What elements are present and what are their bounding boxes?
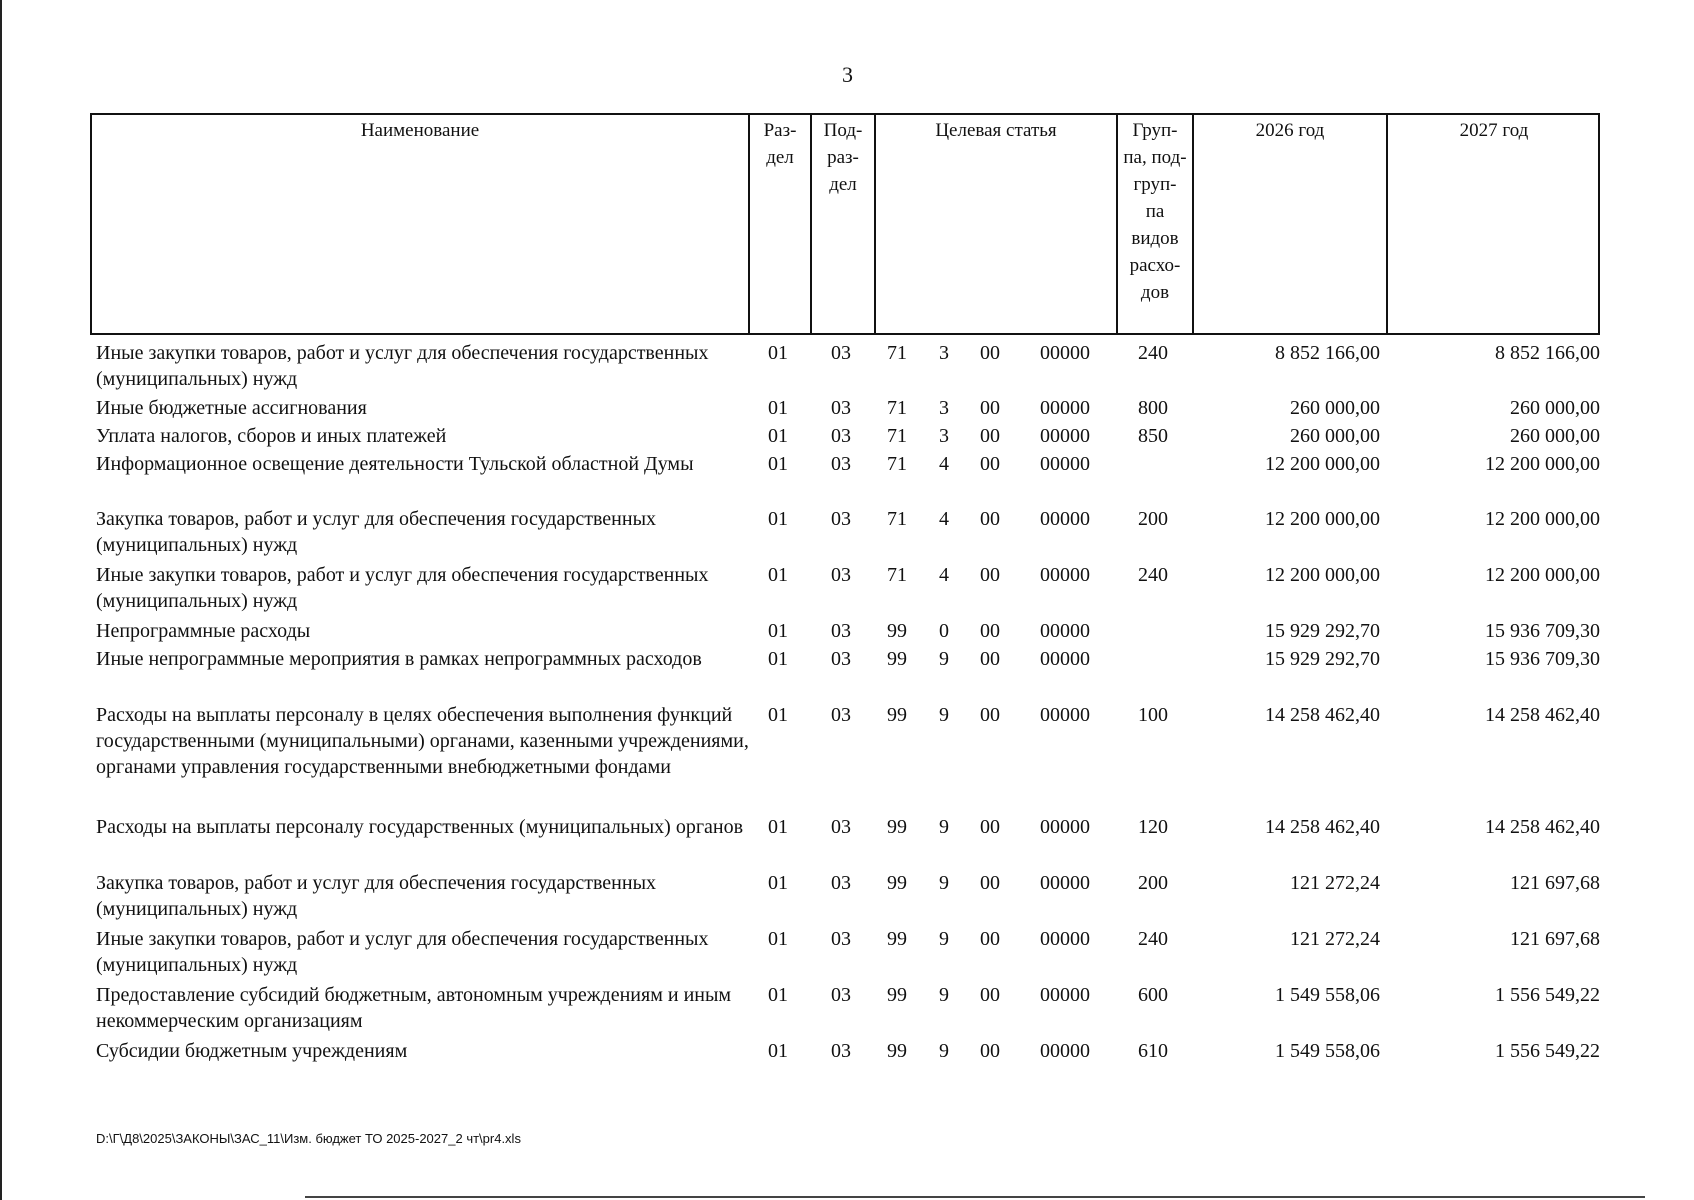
row-amount-2027: 12 200 000,00 <box>1485 508 1600 530</box>
header-podrazdel-line: раз- <box>827 147 859 168</box>
row-cs-program: 99 <box>887 1040 907 1062</box>
row-cs-type: 9 <box>939 704 949 726</box>
row-vr: 610 <box>1138 1040 1168 1062</box>
header-name-text: Наименование <box>360 120 480 141</box>
header-podrazdel-line: дел <box>829 174 857 195</box>
row-vr: 100 <box>1138 704 1168 726</box>
header-razdel <box>750 117 810 171</box>
row-amount-2027: 8 852 166,00 <box>1495 342 1600 364</box>
row-cs-program: 99 <box>887 620 907 642</box>
row-vr: 600 <box>1138 984 1168 1006</box>
row-vr: 850 <box>1138 425 1168 447</box>
row-cs-program: 99 <box>887 648 907 670</box>
header-gruppa-line: Груп- <box>1132 120 1178 141</box>
row-razdel: 01 <box>768 508 788 530</box>
row-cs-type: 3 <box>939 342 949 364</box>
row-cs-program: 99 <box>887 984 907 1006</box>
row-cs-direction: 00000 <box>1040 508 1090 530</box>
row-podrazdel: 03 <box>831 1040 851 1062</box>
header-gruppa-line: дов <box>1140 282 1170 303</box>
row-name: Иные бюджетные ассигнования <box>96 397 367 419</box>
row-name: Непрограммные расходы <box>96 620 311 642</box>
row-razdel: 01 <box>768 704 788 726</box>
row-amount-2027: 1 556 549,22 <box>1495 984 1600 1006</box>
header-2026 <box>1194 117 1386 144</box>
row-cs-direction: 00000 <box>1040 984 1090 1006</box>
row-cs-program: 71 <box>887 425 907 447</box>
row-name: Расходы на выплаты персоналу в целях обеспечения выполнения функций государственными (муниципальными) органами, казенными учреждениями, органами управления государственными внебюджетными фондами <box>96 704 749 778</box>
row-amount-2027: 14 258 462,40 <box>1485 704 1600 726</box>
header-podrazdel-line: Под- <box>823 120 863 141</box>
row-cs-type: 9 <box>939 872 949 894</box>
row-cs-type: 3 <box>939 397 949 419</box>
row-vr: 200 <box>1138 508 1168 530</box>
row-cs-program: 99 <box>887 872 907 894</box>
header-celevaya-text: Целевая статья <box>935 120 1057 141</box>
row-amount-2026: 1 549 558,06 <box>1275 984 1380 1006</box>
header-gruppa-line: груп- <box>1133 174 1177 195</box>
row-name: Расходы на выплаты персоналу государственных (муниципальных) органов <box>96 816 744 838</box>
row-name: Субсидии бюджетным учреждениям <box>96 1040 408 1062</box>
row-podrazdel: 03 <box>831 397 851 419</box>
row-amount-2026: 12 200 000,00 <box>1265 564 1380 586</box>
row-amount-2026: 14 258 462,40 <box>1265 704 1380 726</box>
row-cs-subprogram: 00 <box>980 342 1000 364</box>
row-podrazdel: 03 <box>831 620 851 642</box>
table-header <box>90 113 1600 335</box>
header-razdel-line: Раз- <box>763 120 797 141</box>
row-cs-type: 9 <box>939 1040 949 1062</box>
row-amount-2026: 12 200 000,00 <box>1265 453 1380 475</box>
row-cs-direction: 00000 <box>1040 648 1090 670</box>
row-razdel: 01 <box>768 453 788 475</box>
scan-edge-bottom <box>305 1196 1645 1198</box>
header-celevaya <box>876 117 1116 144</box>
row-razdel: 01 <box>768 397 788 419</box>
row-cs-direction: 00000 <box>1040 425 1090 447</box>
row-amount-2026: 121 272,24 <box>1290 872 1380 894</box>
header-2026-text: 2026 год <box>1255 120 1325 141</box>
row-amount-2026: 15 929 292,70 <box>1265 620 1380 642</box>
row-cs-subprogram: 00 <box>980 564 1000 586</box>
row-cs-direction: 00000 <box>1040 397 1090 419</box>
row-cs-type: 4 <box>939 564 949 586</box>
row-podrazdel: 03 <box>831 928 851 950</box>
row-razdel: 01 <box>768 984 788 1006</box>
row-podrazdel: 03 <box>831 648 851 670</box>
row-cs-direction: 00000 <box>1040 1040 1090 1062</box>
header-gruppa-line: па <box>1145 201 1165 222</box>
row-podrazdel: 03 <box>831 984 851 1006</box>
row-cs-program: 71 <box>887 397 907 419</box>
row-podrazdel: 03 <box>831 425 851 447</box>
row-razdel: 01 <box>768 564 788 586</box>
row-name: Закупка товаров, работ и услуг для обеспечения государственных (муниципальных) нужд <box>96 508 657 556</box>
row-razdel: 01 <box>768 425 788 447</box>
row-cs-program: 71 <box>887 508 907 530</box>
row-razdel: 01 <box>768 620 788 642</box>
row-cs-direction: 00000 <box>1040 620 1090 642</box>
row-name: Иные непрограммные мероприятия в рамках непрограммных расходов <box>96 648 702 670</box>
row-cs-subprogram: 00 <box>980 704 1000 726</box>
row-cs-direction: 00000 <box>1040 872 1090 894</box>
row-amount-2026: 121 272,24 <box>1290 928 1380 950</box>
row-podrazdel: 03 <box>831 816 851 838</box>
row-amount-2026: 12 200 000,00 <box>1265 508 1380 530</box>
row-amount-2027: 12 200 000,00 <box>1485 564 1600 586</box>
row-amount-2026: 14 258 462,40 <box>1265 816 1380 838</box>
row-cs-subprogram: 00 <box>980 453 1000 475</box>
row-cs-type: 4 <box>939 508 949 530</box>
header-podrazdel <box>812 117 874 198</box>
row-cs-program: 71 <box>887 453 907 475</box>
row-razdel: 01 <box>768 928 788 950</box>
row-razdel: 01 <box>768 872 788 894</box>
row-name: Уплата налогов, сборов и иных платежей <box>96 425 447 447</box>
row-cs-subprogram: 00 <box>980 425 1000 447</box>
row-cs-type: 0 <box>939 620 949 642</box>
header-2027 <box>1388 117 1600 144</box>
row-amount-2027: 260 000,00 <box>1510 425 1600 447</box>
row-vr: 120 <box>1138 816 1168 838</box>
row-podrazdel: 03 <box>831 872 851 894</box>
row-amount-2027: 260 000,00 <box>1510 397 1600 419</box>
row-cs-program: 71 <box>887 342 907 364</box>
header-divider <box>1386 115 1388 333</box>
row-amount-2027: 121 697,68 <box>1510 928 1600 950</box>
row-cs-program: 99 <box>887 928 907 950</box>
row-amount-2027: 121 697,68 <box>1510 872 1600 894</box>
row-razdel: 01 <box>768 1040 788 1062</box>
header-name <box>92 117 748 144</box>
row-cs-program: 71 <box>887 564 907 586</box>
scan-edge-left <box>0 0 2 1200</box>
row-cs-type: 4 <box>939 453 949 475</box>
row-name: Иные закупки товаров, работ и услуг для обеспечения государственных (муниципальных) нужд <box>96 342 709 390</box>
row-vr: 800 <box>1138 397 1168 419</box>
row-name: Иные закупки товаров, работ и услуг для обеспечения государственных (муниципальных) нужд <box>96 564 709 612</box>
row-amount-2027: 15 936 709,30 <box>1485 620 1600 642</box>
row-cs-subprogram: 00 <box>980 648 1000 670</box>
header-gruppa-line: па, под- <box>1123 147 1187 168</box>
row-cs-program: 99 <box>887 704 907 726</box>
row-podrazdel: 03 <box>831 508 851 530</box>
row-amount-2027: 14 258 462,40 <box>1485 816 1600 838</box>
row-vr: 240 <box>1138 342 1168 364</box>
row-name: Предоставление субсидий бюджетным, автономным учреждениям и иным некоммерческим организациям <box>96 984 732 1032</box>
row-amount-2026: 15 929 292,70 <box>1265 648 1380 670</box>
row-cs-direction: 00000 <box>1040 564 1090 586</box>
row-amount-2026: 1 549 558,06 <box>1275 1040 1380 1062</box>
row-cs-direction: 00000 <box>1040 928 1090 950</box>
row-amount-2026: 260 000,00 <box>1290 397 1380 419</box>
row-cs-type: 9 <box>939 816 949 838</box>
file-path-footer: D:\Г\Д8\2025\ЗАКОНЫ\ЗАС_11\Изм. бюджет ТО 2025-2027_2 чт\pr4.xls <box>96 1131 521 1146</box>
row-podrazdel: 03 <box>831 704 851 726</box>
row-cs-subprogram: 00 <box>980 872 1000 894</box>
row-podrazdel: 03 <box>831 564 851 586</box>
row-cs-subprogram: 00 <box>980 928 1000 950</box>
row-name: Информационное освещение деятельности Тульской областной Думы <box>96 453 694 475</box>
row-cs-subprogram: 00 <box>980 1040 1000 1062</box>
row-vr: 200 <box>1138 872 1168 894</box>
header-razdel-line: дел <box>766 147 794 168</box>
header-divider <box>874 115 876 333</box>
header-gruppa-line: расхо- <box>1129 255 1181 276</box>
row-cs-subprogram: 00 <box>980 984 1000 1006</box>
header-gruppa <box>1118 117 1192 306</box>
row-podrazdel: 03 <box>831 342 851 364</box>
page-number: 3 <box>842 62 853 87</box>
header-2027-text: 2027 год <box>1459 120 1529 141</box>
row-cs-type: 3 <box>939 425 949 447</box>
row-vr: 240 <box>1138 928 1168 950</box>
row-cs-subprogram: 00 <box>980 620 1000 642</box>
header-gruppa-line: видов <box>1131 228 1179 249</box>
row-amount-2027: 1 556 549,22 <box>1495 1040 1600 1062</box>
row-vr: 240 <box>1138 564 1168 586</box>
row-cs-direction: 00000 <box>1040 816 1090 838</box>
row-cs-direction: 00000 <box>1040 342 1090 364</box>
row-podrazdel: 03 <box>831 453 851 475</box>
row-cs-type: 9 <box>939 928 949 950</box>
row-cs-direction: 00000 <box>1040 704 1090 726</box>
row-amount-2027: 12 200 000,00 <box>1485 453 1600 475</box>
row-cs-type: 9 <box>939 648 949 670</box>
row-amount-2026: 260 000,00 <box>1290 425 1380 447</box>
row-cs-subprogram: 00 <box>980 508 1000 530</box>
row-razdel: 01 <box>768 648 788 670</box>
row-name: Закупка товаров, работ и услуг для обеспечения государственных (муниципальных) нужд <box>96 872 657 920</box>
row-cs-type: 9 <box>939 984 949 1006</box>
row-amount-2027: 15 936 709,30 <box>1485 648 1600 670</box>
row-cs-program: 99 <box>887 816 907 838</box>
row-razdel: 01 <box>768 816 788 838</box>
row-razdel: 01 <box>768 342 788 364</box>
row-amount-2026: 8 852 166,00 <box>1275 342 1380 364</box>
row-cs-subprogram: 00 <box>980 816 1000 838</box>
row-cs-direction: 00000 <box>1040 453 1090 475</box>
row-name: Иные закупки товаров, работ и услуг для обеспечения государственных (муниципальных) нужд <box>96 928 709 976</box>
header-divider <box>1192 115 1194 333</box>
row-cs-subprogram: 00 <box>980 397 1000 419</box>
